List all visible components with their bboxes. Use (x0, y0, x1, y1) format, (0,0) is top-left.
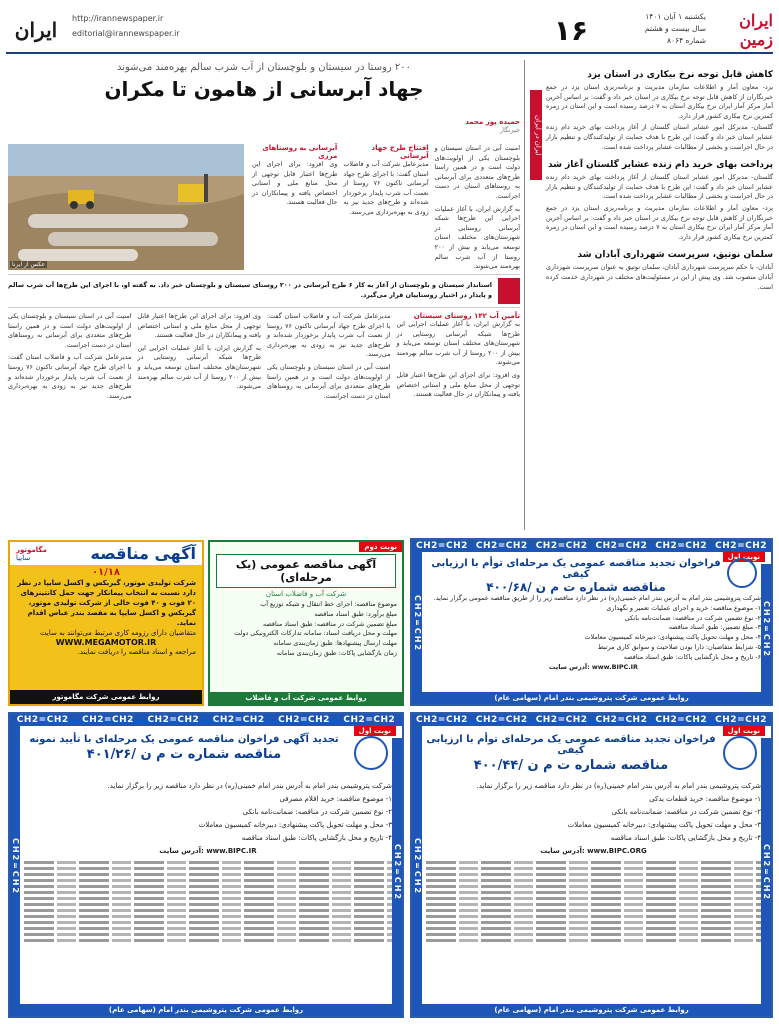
pbc-ad-4 (8, 712, 404, 1018)
ad-field: ۲- نوع تضمین شرکت در مناقصه: ضمانت‌نامه بانکی (242, 808, 392, 816)
issue-number: شماره ۸۰۶۴ (667, 36, 706, 45)
ad-title-1: فراخوان تجدید مناقصه عمومی یک مرحله‌ای توأم با ارزیابی کیفی (431, 558, 721, 580)
ad-field: ۵- شرایط متقاضیان: دارا بودن صلاحیت و سوابق کاری مرتبط (597, 642, 761, 651)
article-paragraph: مدیرعامل شرکت آب و فاضلاب استان گفت: با اجرای طرح جهاد آبرسانی تاکنون ۷۶ روستا از نعمت آب شرب پایدار برخوردار شده‌اند و طرح‌های جدید نیز به زودی به بهره‌برداری می‌رسند. (267, 312, 391, 359)
text-line-filler (24, 885, 392, 888)
text-line-filler (24, 897, 392, 900)
article-paragraph: به گزارش ایران، با آغاز عملیات اجرایی این طرح‌ها شبکه آبرسانی روستایی در شهرستان‌های مختلف استان توسعه می‌یابد و بیش از ۲۰۰ روستا از آب شرب سالم بهره‌مند می‌شوند. (396, 320, 521, 367)
ad-footer: روابط عمومی شرکت پتروشیمی بندر امام (سهامی عام) (412, 1004, 771, 1016)
megamotor-ad (8, 540, 204, 706)
sidebar-item-text: یزد- معاون آمار و اطلاعات سازمان مدیریت و برنامه‌ریزی استان یزد در جمع خبرنگاران از کاهش قابل توجه نرخ بیکاری در استان خبر داد و گفت: بر اساس آخرین آمار مرکز آمار ایران نرخ بیکاری استان به ۷ درصد رسیده است و این استان در زمره کمترین نرخ بیکاری کشور قرار دارد. (546, 203, 773, 241)
ad-side-bar: CH2=CH2 (761, 564, 771, 694)
article-paragraph: امنیت آبی در استان سیستان و بلوچستان یکی از اولویت‌های دولت است و در همین راستا طرح‌های متعددی برای آبرسانی به روستاهای استان در دست اجراست. (434, 144, 520, 200)
issue-year: سال بیست و هشتم (644, 24, 706, 33)
text-line-filler (426, 885, 761, 888)
article-paragraph: مدیرعامل شرکت آب و فاضلاب استان گفت: با اجرای طرح جهاد آبرسانی تاکنون ۷۶ روستا از نعمت آب شرب پایدار برخوردار شده‌اند و طرح‌های جدید نیز به زودی به بهره‌برداری می‌رسند. (8, 353, 132, 400)
text-line-filler (426, 915, 761, 918)
main-article (8, 58, 520, 270)
ad-field: موضوع مناقصه: اجرای خط انتقال و شبکه توزیع آب (260, 600, 397, 608)
ad-field: مبلغ برآورد: طبق اسناد مناقصه (314, 609, 397, 618)
ad-field: ۱- موضوع مناقصه: خرید اقلام مصرفی (279, 795, 392, 803)
ad-field: ۱- موضوع مناقصه: خرید و اجرای عملیات تعمیر و نگهداری (606, 603, 761, 612)
ad-title: آگهی مناقصه (90, 544, 196, 563)
ad-field: ۳- محل و مهلت تحویل پاکت پیشنهادی: دبیرخانه کمیسیون معاملات (198, 821, 392, 829)
tender-ad (208, 540, 404, 706)
article-subhead: آبرسانی به روستاهای مرزی (262, 144, 338, 160)
text-line-filler (426, 897, 761, 900)
article-paragraph: وی افزود: برای اجرای این طرح‌ها اعتبار قابل توجهی از محل منابع ملی و استانی اختصاص یافته و پیمانکاران در حال فعالیت هستند. (252, 160, 338, 207)
text-line-filler (426, 867, 761, 870)
article-paragraph: به گزارش ایران، با آغاز عملیات اجرایی این طرح‌ها شبکه آبرسانی روستایی در شهرستان‌های مختلف استان توسعه می‌یابد و بیش از ۲۰۰ روستا از آب شرب سالم بهره‌مند می‌شوند. (434, 204, 520, 271)
ad-field: شرکت پتروشیمی بندر امام به آدرس بندر امام خمینی(ره) در نظر دارد مناقصه زیر را از طریق مناقصه عمومی برگزار نماید. (433, 594, 761, 602)
ad-side-bar: CH2=CH2 (392, 738, 402, 1006)
sidebar-item-text: آبادان- با حکم سرپرست شهرداری آبادان، سلمان نوتیق به عنوان سرپرست شهرداری آبادان منصوب شد. وی پیش از این در مسئولیت‌های مختلف در شهرداری خدمت کرده است. (546, 263, 773, 291)
ad-field: ۴- تاریخ و محل بازگشایی پاکات: طبق اسناد مناقصه (610, 834, 761, 842)
sidebar-item-title: کاهش قابل توجه نرخ بیکاری در استان یزد (587, 70, 773, 80)
company-logo-icon (723, 736, 757, 770)
ad-field: شرکت پتروشیمی بندر امام به آدرس بندر امام خمینی(ره) در نظر دارد مناقصه زیر را برگزار نماید. (107, 782, 392, 790)
ad-number: ۰۱/۱۸ (91, 567, 121, 578)
text-line-filler (24, 891, 392, 894)
ad-body: مراجعه و اسناد مناقصه را دریافت نمایند. (77, 648, 196, 656)
ad-side-bar: CH2=CH2 (412, 726, 422, 1006)
sidebar-item-text: گلستان- مدیرکل امور عشایر استان گلستان از آغاز پرداخت بهای خرید دام زنده عشایر استان خبر داد و گفت: این طرح با هدف حمایت از تولیدکنندگان و تنظیم بازار در حال اجراست و بخشی از مطالبات عشایر پرداخت شده است. (546, 173, 773, 201)
ad-footer: روابط عمومی شرکت مگاموتور (10, 690, 202, 704)
sidebar (530, 60, 773, 530)
column-divider (524, 60, 525, 530)
ad-footer: روابط عمومی شرکت پتروشیمی بندر امام (سهامی عام) (10, 1004, 402, 1016)
ad-field: ۲- نوع تضمین شرکت در مناقصه: ضمانت‌نامه بانکی (611, 808, 761, 816)
ad-field: ۳- محل و مهلت تحویل پاکت پیشنهادی: دبیرخانه کمیسیون معاملات (567, 821, 761, 829)
pbc-ad-1 (410, 538, 773, 706)
ad-top-bar: CH2=CH2 CH2=CH2 CH2=CH2 CH2=CH2 CH2=CH2 CH2=CH2 (10, 714, 402, 726)
section-logo: ایران زمین (739, 11, 773, 49)
ad-field: مهلت و محل دریافت اسناد: سامانه تدارکات الکترونیکی دولت (234, 629, 397, 638)
text-line-filler (24, 861, 392, 864)
text-line-filler (426, 939, 761, 942)
ad-field: مبلغ تضمین شرکت در مناقصه: طبق اسناد مناقصه (262, 619, 397, 628)
text-line-filler (426, 891, 761, 894)
ad-title-1: تجدید آگهی فراخوان مناقصه عمومی یک مرحله‌ای با تأیید نمونه (29, 734, 339, 745)
ad-body: متقاضیان دارای رزومه کاری مرتبط می‌توانند به سایت (40, 629, 196, 637)
ad-footer: روابط عمومی شرکت آب و فاضلاب (210, 692, 402, 704)
pipeline-photo (8, 144, 244, 270)
ad-field: ۱- موضوع مناقصه: خرید قطعات یدکی (649, 795, 761, 803)
text-line-filler (426, 933, 761, 936)
photo-credit: عکس از ایرنا (12, 261, 46, 268)
text-line-filler (24, 915, 392, 918)
brand-logo-2: سایپا (16, 553, 31, 562)
ad-field: ۴- محل و مهلت تحویل پاکت پیشنهادی: دبیرخانه کمیسیون معاملات (584, 633, 761, 642)
article-paragraph: وی افزود: برای اجرای این طرح‌ها اعتبار قابل توجهی از محل منابع ملی و استانی اختصاص یافته و پیمانکاران در حال فعالیت هستند. (396, 370, 520, 399)
company-logo-icon (354, 736, 388, 770)
ad-top-bar: CH2=CH2 CH2=CH2 CH2=CH2 CH2=CH2 CH2=CH2 CH2=CH2 (412, 714, 771, 726)
ad-top-bar: CH2=CH2 CH2=CH2 CH2=CH2 CH2=CH2 CH2=CH2 CH2=CH2 (412, 540, 771, 552)
page-number: ۱۶ (553, 13, 589, 47)
reporter-name: حمیده پور محمد (465, 118, 520, 126)
ad-title-2: مناقصه شماره ت م ن /۴۰۱/۲۶ (86, 747, 282, 762)
ad-site[interactable]: WWW.MEGAMOTOR.IR (55, 638, 157, 647)
article-photo (8, 144, 244, 270)
sidebar-item-text: یزد- معاون آمار و اطلاعات سازمان مدیریت و برنامه‌ریزی استان یزد در جمع خبرنگاران از کاهش قابل توجه نرخ بیکاری در استان خبر داد و گفت: بر اساس آخرین آمار مرکز آمار ایران نرخ بیکاری استان به ۷ درصد رسیده است و این استان در زمره کمترین نرخ بیکاری کشور قرار دارد. (546, 83, 773, 120)
ad-field: شرکت پتروشیمی بندر امام به آدرس بندر امام خمینی(ره) در نظر دارد مناقصه زیر را برگزار نماید. (476, 782, 761, 790)
text-line-filler (426, 927, 761, 930)
ad-badge: نوبت اول (723, 726, 765, 736)
article-subhead: تأمین آب ۱۴۲ روستای سیستان (413, 312, 520, 320)
page-header (6, 8, 773, 54)
pbc-ad-3 (410, 712, 773, 1018)
article-continued (8, 312, 520, 528)
ad-title-2: مناقصه شماره ت م ن /۴۰۰/۴۴ (473, 758, 669, 773)
text-line-filler (24, 927, 392, 930)
text-line-filler (24, 909, 392, 912)
issue-date: یکشنبه ۱ آبان ۱۴۰۱ (645, 12, 706, 21)
text-line-filler (426, 909, 761, 912)
ad-field: زمان بازگشایی پاکات: طبق زمان‌بندی سامانه (276, 648, 397, 657)
brand-logo: مگاموتور (16, 545, 47, 554)
text-line-filler (426, 861, 761, 864)
reporter-role: خبرنگار (499, 126, 520, 134)
ad-side-bar: CH2=CH2 (761, 738, 771, 1006)
article-kicker: ۲۰۰ روستا در سیستان و بلوچستان از آب شرب سالم بهره‌مند می‌شوند (116, 62, 412, 73)
site-url[interactable]: http://irannewspaper.ir (72, 14, 164, 23)
ad-footer: روابط عمومی شرکت پتروشیمی بندر امام (سهامی عام) (412, 692, 771, 704)
ad-title-1: فراخوان تجدید مناقصه عمومی یک مرحله‌ای توأم با ارزیابی کیفی (426, 734, 716, 756)
ad-field: ۳- مبلغ تضمین: طبق اسناد مناقصه (668, 623, 761, 632)
article-subhead: افتتاح طرح جهاد آبرسانی (371, 144, 429, 160)
sidebar-tab: ایران در ایران (530, 90, 542, 180)
ad-field: مهلت ارسال پیشنهادها: طبق زمان‌بندی سامانه (273, 639, 397, 648)
ad-title: آگهی مناقصه عمومی (یک مرحله‌ای) (235, 558, 377, 584)
ad-badge: نوبت دوم (359, 542, 402, 552)
text-line-filler (426, 921, 761, 924)
company-logo-icon (727, 558, 757, 588)
ad-field: ۲- نوع تضمین شرکت در مناقصه: ضمانت‌نامه بانکی (624, 613, 761, 622)
ad-side-bar: CH2=CH2 (412, 552, 422, 694)
sidebar-item-title: سلمان نوتیق، سرپرست شهرداری آبادان شد (577, 250, 773, 261)
text-line-filler (426, 873, 761, 876)
article-paragraph: مدیرعامل شرکت آب و فاضلاب استان گفت: با اجرای طرح جهاد آبرسانی تاکنون ۷۶ روستا از نعمت آب شرب پایدار برخوردار شده‌اند و طرح‌های جدید نیز به زودی به بهره‌برداری می‌رسند. (343, 160, 429, 216)
photo-caption (8, 274, 520, 308)
sidebar-item-text: گلستان- مدیرکل امور عشایر استان گلستان از آغاز پرداخت بهای خرید دام زنده عشایر استان خبر داد و گفت: این طرح با هدف حمایت از تولیدکنندگان و تنظیم بازار در حال اجراست و بخشی از مطالبات عشایر پرداخت شده است. (546, 123, 773, 151)
text-line-filler (24, 867, 392, 870)
site-email[interactable]: editorial@irannewspaper.ir (72, 29, 180, 38)
sidebar-item-title: پرداخت بهای خرید دام زنده عشایر گلستان آغاز شد (547, 160, 773, 171)
ad-body: شرکت تولیدی موتور، گیربکس و اکسل سایپا در نظر دارد نسبت به انتخاب پیمانکار جهت حمل کانتینرهای ۲۰ فوت و ۴۰ فوت خالی از شرکت تولیدی موتور، گیربکس و اکسل سایپا به مقصد بندر عباس اقدام نماید. (17, 579, 196, 627)
text-line-filler (24, 903, 392, 906)
article-paragraph: امنیت آبی در استان سیستان و بلوچستان یکی از اولویت‌های دولت است و در همین راستا طرح‌های متعددی برای آبرسانی به روستاهای استان در دست اجراست. (267, 362, 391, 400)
ad-site[interactable]: آدرس سایت: www.BIPC.ORG (540, 847, 647, 855)
article-paragraph: وی افزود: برای اجرای این طرح‌ها اعتبار قابل توجهی از محل منابع ملی و استانی اختصاص یافته و پیمانکاران در حال فعالیت هستند. (137, 312, 261, 340)
article-paragraph: امنیت آبی در استان سیستان و بلوچستان یکی از اولویت‌های دولت است و در همین راستا طرح‌های متعددی برای آبرسانی به روستاهای استان در دست اجراست. (8, 312, 132, 349)
article-headline: جهاد آبرسانی از هامون تا مکران (104, 77, 424, 101)
text-line-filler (426, 879, 761, 882)
ad-field: ۴- تاریخ و محل بازگشایی پاکات: طبق اسناد مناقصه (241, 834, 392, 842)
text-line-filler (426, 903, 761, 906)
text-line-filler (24, 933, 392, 936)
ad-side-bar: CH2=CH2 (10, 726, 20, 1006)
text-line-filler (24, 879, 392, 882)
ad-subtitle: شرکت آب و فاضلاب استان (265, 590, 347, 598)
text-line-filler (24, 939, 392, 942)
caption-text: استاندار سیستان و بلوچستان از آغاز به کار ۶ طرح آبرسانی در ۲۰۰ روستای سیستان و بلوچستان خبر داد. به گفته او، با اجرای این طرح‌ها آب شرب سالم و پایدار در اختیار روستاییان قرار می‌گیرد. (8, 281, 492, 299)
ad-field: ۶- تاریخ و محل بازگشایی پاکات: طبق اسناد مناقصه (623, 652, 761, 661)
article-paragraph: به گزارش ایران، با آغاز عملیات اجرایی این طرح‌ها شبکه آبرسانی روستایی در شهرستان‌های مختلف استان توسعه می‌یابد و بیش از ۲۰۰ روستا از آب شرب سالم بهره‌مند می‌شوند. (137, 343, 262, 391)
ad-site[interactable]: آدرس سایت: www.BIPC.IR (159, 847, 257, 855)
ad-badge: نوبت اول (354, 726, 396, 736)
text-line-filler (24, 921, 392, 924)
text-line-filler (24, 873, 392, 876)
ad-site[interactable]: آدرس سایت: www.BIPC.IR (549, 662, 638, 671)
ad-title-2: مناقصه شماره ت م ن /۴۰۰/۶۸ (486, 580, 666, 594)
logo-left: ایران (14, 18, 58, 42)
caption-marker (498, 278, 520, 304)
ad-badge: نوبت اول (723, 552, 765, 562)
